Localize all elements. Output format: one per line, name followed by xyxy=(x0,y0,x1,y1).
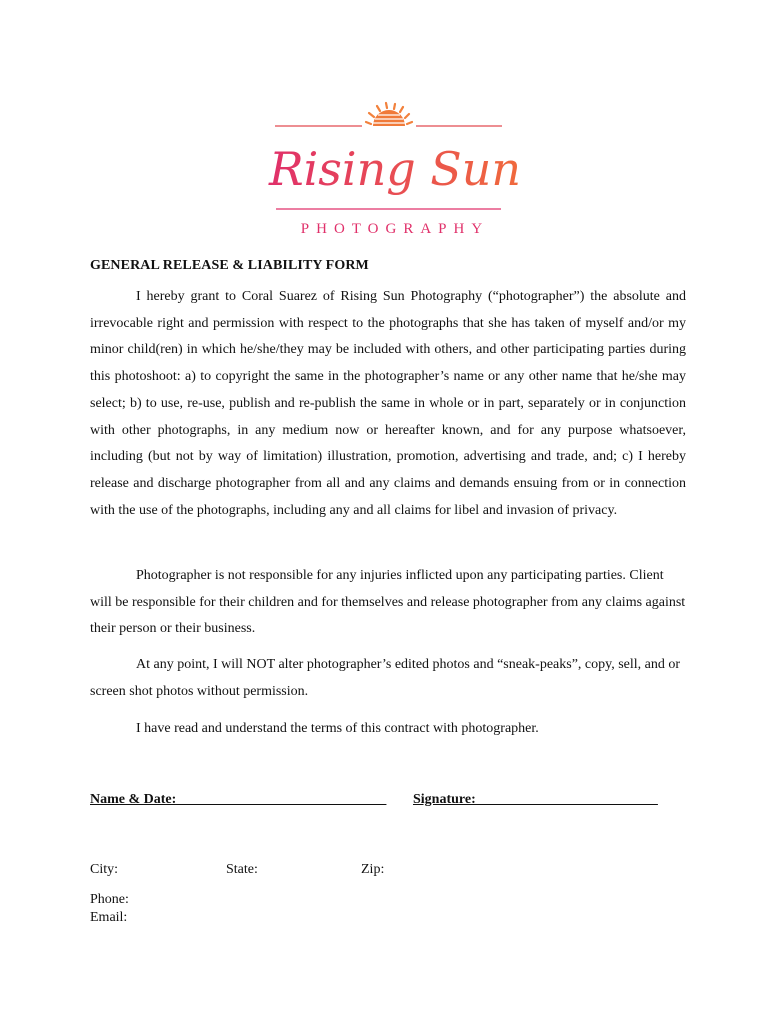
rising-sun-logo xyxy=(250,95,540,245)
signature-line[interactable]: Signature:__________________________ xyxy=(413,792,658,807)
name-date-line[interactable]: Name & Date:______________________________ xyxy=(90,792,387,807)
sun-icon xyxy=(366,103,412,126)
acknowledgement-paragraph: I have read and understand the terms of this contract with photographer. xyxy=(136,721,539,736)
logo-graphic xyxy=(250,95,540,220)
logo-subtitle: PHOTOGRAPHY xyxy=(300,221,490,237)
no-alter-paragraph: At any point, I will NOT alter photographer’s edited photos and “sneak-peaks”, copy, sell, and or screen shot photos without permission. xyxy=(90,657,681,699)
state-field-label[interactable]: State: xyxy=(226,862,258,877)
form-title: GENERAL RELEASE & LIABILITY FORM xyxy=(90,258,369,273)
logo-wordmark: Rising Sun xyxy=(268,142,522,196)
zip-field-label[interactable]: Zip: xyxy=(361,862,385,877)
city-field-label[interactable]: City: xyxy=(90,862,119,877)
email-field-label[interactable]: Email: xyxy=(90,910,128,925)
phone-field-label[interactable]: Phone: xyxy=(90,892,129,907)
responsibility-paragraph: Photographer is not responsible for any injuries inflicted upon any participating parties. Client will be responsible for their children and for themselves and release photographer from any claims against their person or their business. xyxy=(90,568,686,637)
grant-paragraph: I hereby grant to Coral Suarez of Rising Sun Photography (“photographer”) the absolute and irrevocable right and permission with respect to the photographs that she has taken of myself and/or my minor child(ren) in which he/she/they may be included with others, and other participating parties during this photoshoot: a) to copyright the same in the photographer’s name or any other name that he/she may select; b) to use, re-use, publish and re-publish the same in whole or in part, separately or in conjunction with other photographs, in any medium now or hereafter known, and for any purpose whatsoever, including (but not by way of limitation) illustration, promotion, advertising and trade, and; c) I hereby release and discharge photographer from all and any claims and demands ensuing from or in connection with the use of the photographs, including any and all claims for libel and invasion of privacy. xyxy=(90,289,686,518)
